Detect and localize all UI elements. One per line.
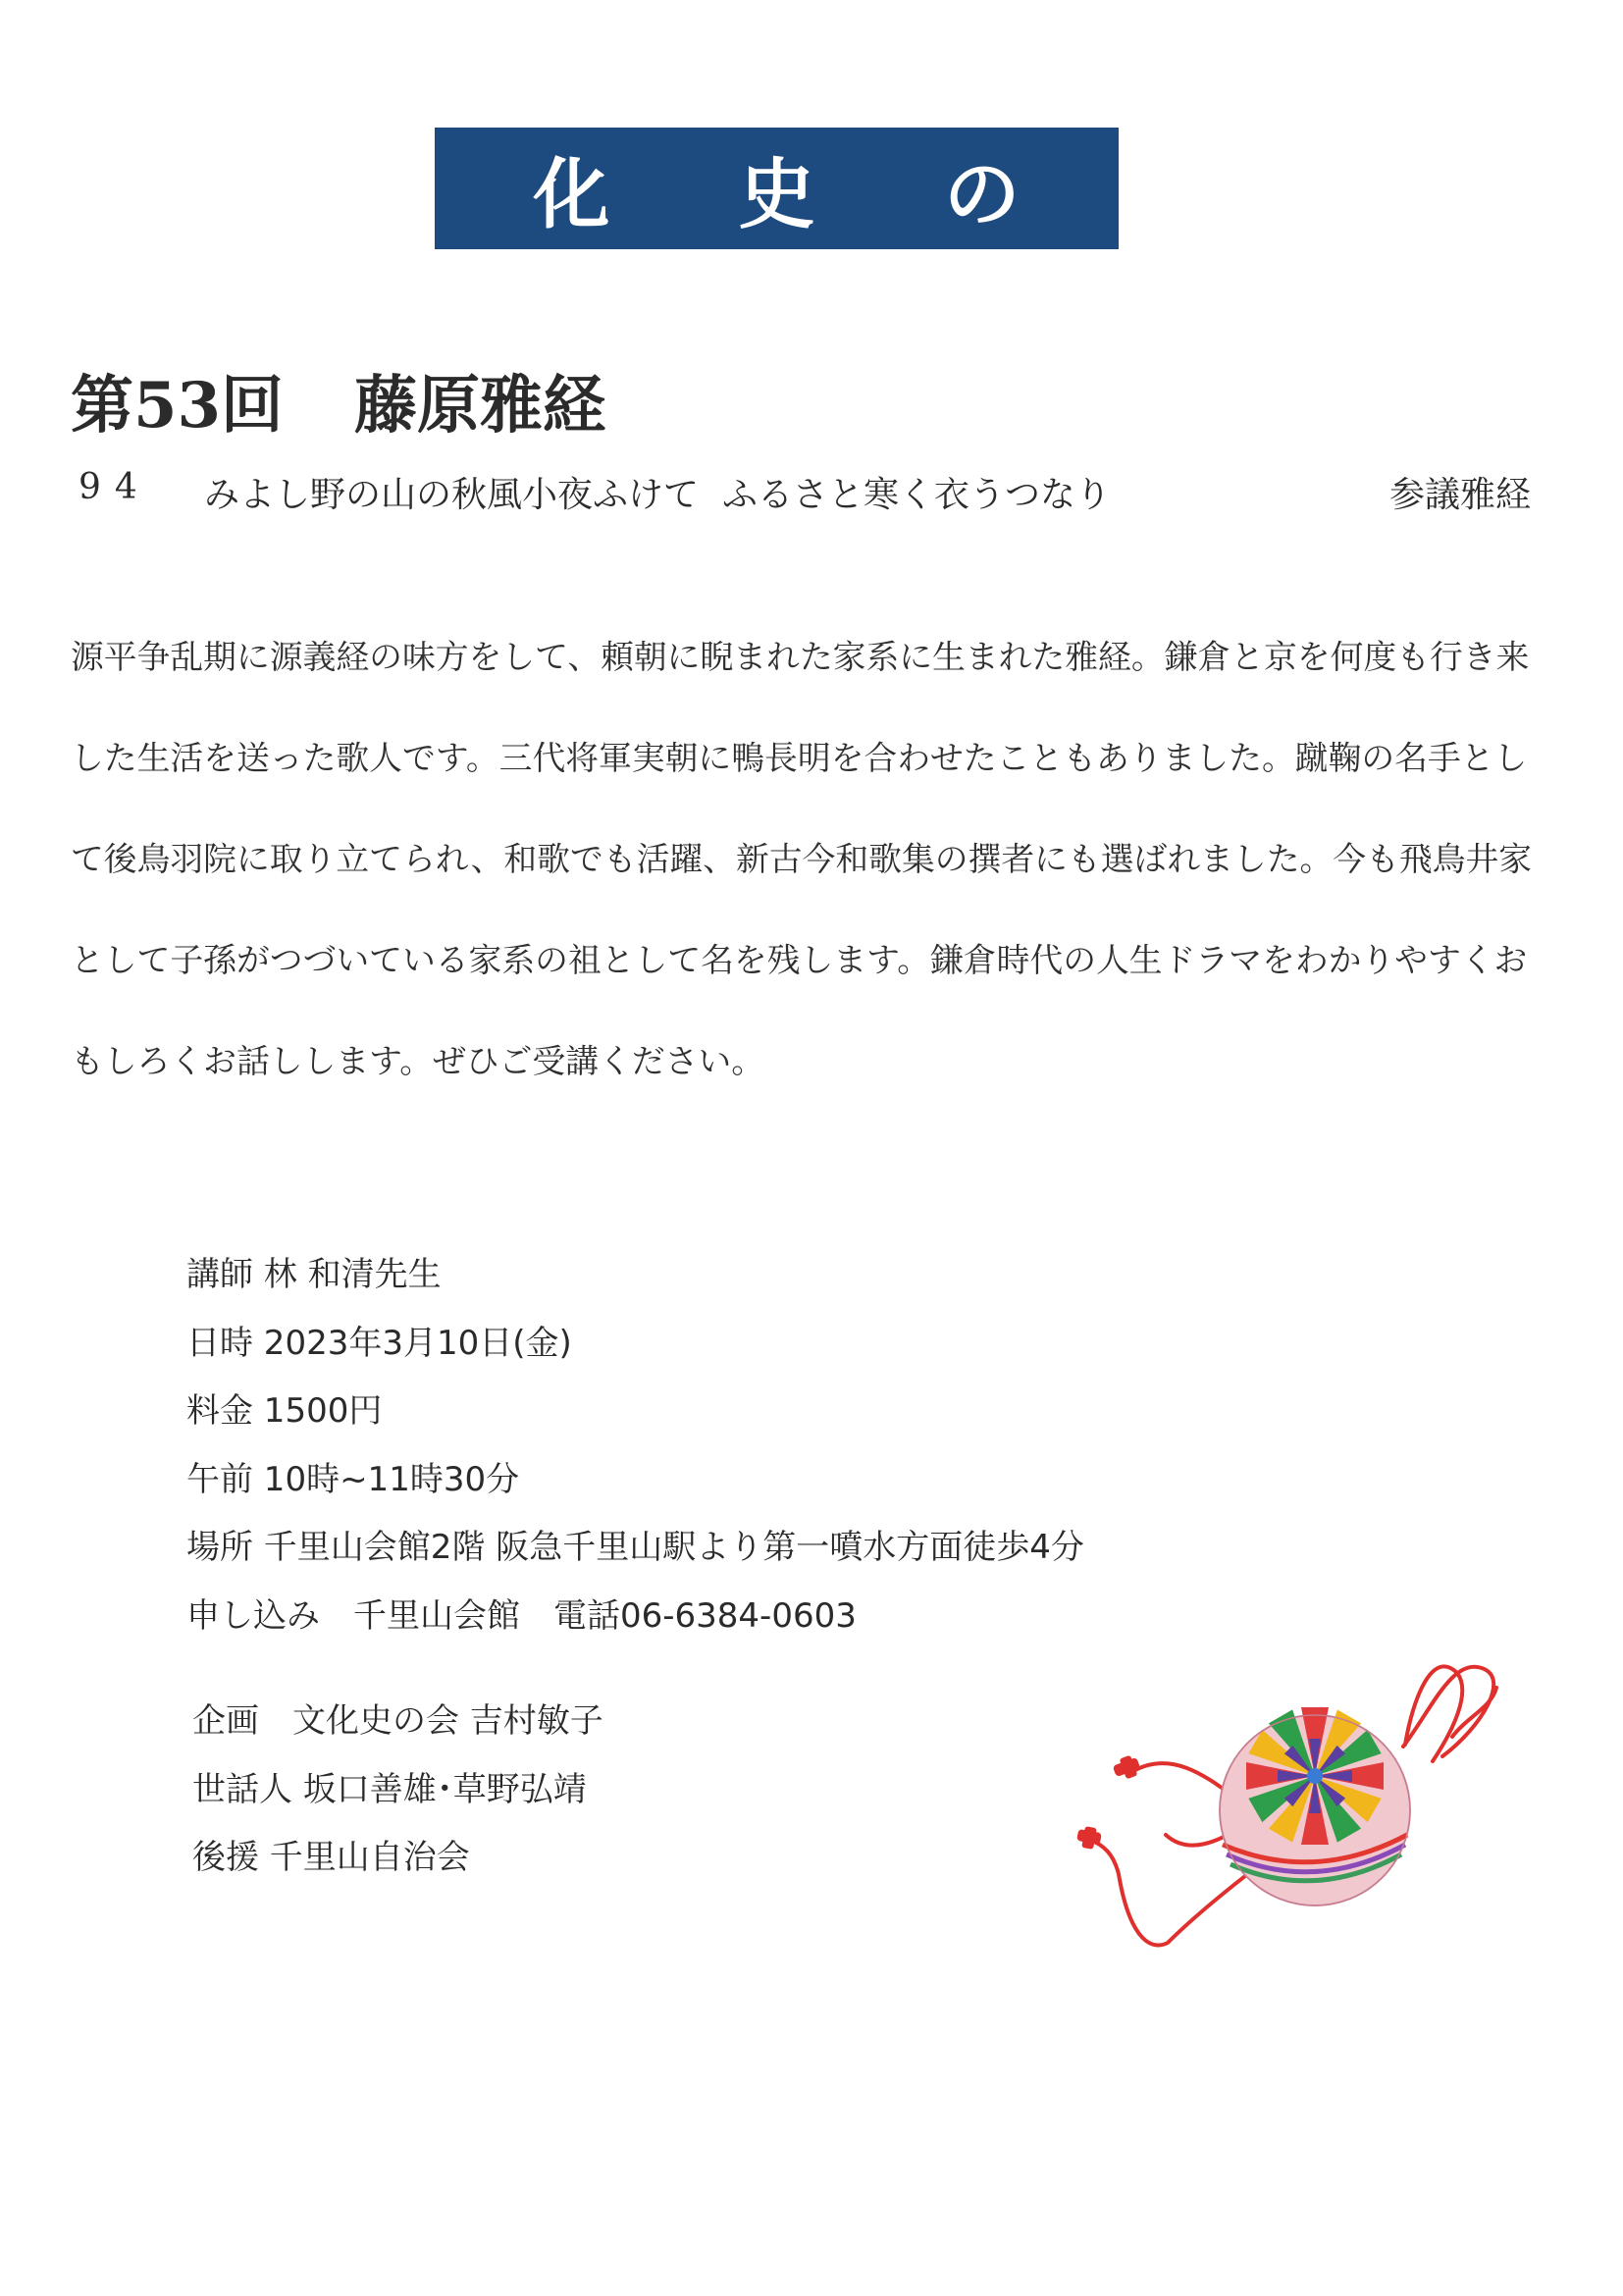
lecturer-line: 講師 林 和清先生 [186,1255,442,1294]
banner-title: 文 化 史 の 会 [328,151,1277,239]
poem-line [79,467,1531,517]
place-line: 場所 千里山会館2階 阪急千里山駅より第一噴水方面徒歩4分 [186,1528,1084,1567]
fee-line: 料金 1500円 [186,1391,383,1431]
poem-upper-verse: みよし野の山の秋風小夜ふけて [204,475,700,515]
event-details [186,1241,1084,1650]
apply-line: 申し込み 千里山会館 電話06-6384-0603 [186,1595,857,1636]
poet-name: 藤原雅経 [354,369,606,443]
time-line: 午前 10時~11時30分 [186,1459,520,1499]
poem-lower-verse: ふるさと寒く衣うつなり [722,475,1112,515]
event-credits [192,1688,603,1893]
poem-number: 94 [79,467,151,507]
intro-paragraph: 源平争乱期に源義経の味方をして、頼朝に睨まれた家系に生まれた雅経。鎌倉と京を何度も行き来した生活を送った歌人です。三代将軍実朝に鴨長明を合わせたこともありました。蹴鞠の名手として後鳥羽院に取り立てられ、和歌でも活躍、新古今和歌集の撰者にも選ばれました。今も飛鳥井家として子孫がつづいている家系の祖として名を残します。鎌倉時代の人生ドラマをわかりやすくおもしろくお話しします。ぜひご受講ください。 [71,638,1533,1080]
date-line: 日時 2023年3月10日(金) [186,1323,572,1363]
planning-line: 企画 文化史の会 吉村敏子 [192,1701,603,1741]
support-line: 後援 千里山自治会 [192,1838,470,1877]
poem-author: 参議雅経 [1388,475,1531,515]
caretakers-line: 世話人 坂口善雄･草野弘靖 [192,1769,587,1809]
title-banner [328,128,1277,249]
temari-ball-icon [1021,1648,1511,1972]
session-number: 第53回 [71,369,285,443]
page-heading [71,355,605,445]
